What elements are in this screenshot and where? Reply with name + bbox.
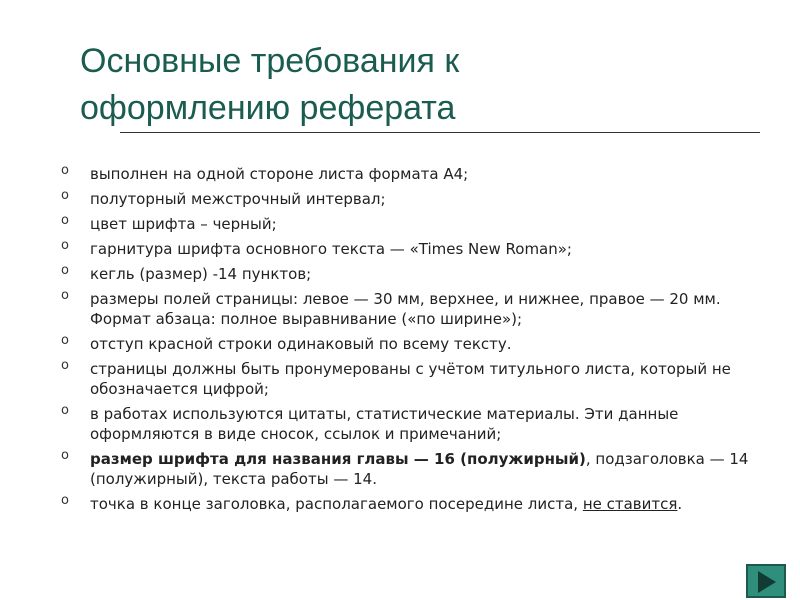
play-next-icon — [758, 571, 776, 593]
bullet-icon: o — [61, 448, 69, 463]
bullet-icon: o — [61, 493, 69, 508]
title-line-2: оформлению реферата — [80, 89, 456, 127]
bullet-icon: o — [61, 188, 69, 203]
bullet-icon: o — [61, 238, 69, 253]
bullet-icon: o — [61, 163, 69, 178]
slide-title — [80, 38, 640, 132]
list-item: o в работах используются цитаты, статистические материалы. Эти данные оформляются в виде сносок, ссылок и примечаний; — [61, 403, 679, 443]
next-slide-button[interactable] — [746, 564, 786, 598]
list-item: o кегль (размер) -14 пунктов; — [61, 263, 312, 283]
list-item: o страницы должны быть пронумерованы с учётом титульного листа, который не обозначается цифрой; — [61, 358, 731, 398]
list-item: o отступ красной строки одинаковый по всему тексту. — [61, 333, 512, 353]
bullet-icon: o — [61, 263, 69, 278]
bullet-icon: o — [61, 213, 69, 228]
bullet-icon: o — [61, 288, 69, 303]
list-item: o выполнен на одной стороне листа формата А4; — [61, 163, 469, 183]
list-item: o размеры полей страницы: левое — 30 мм, верхнее, и нижнее, правое — 20 мм. Формат абзаца: полное выравнивание («по ширине»); — [61, 288, 721, 328]
list-item: o цвет шрифта – черный; — [61, 213, 277, 233]
bullet-icon: o — [61, 403, 69, 418]
list-item-font-sizes: o размер шрифта для названия главы — 16 (полужирный), подзаголовка — 14 (полужирный), текста работы — 14. — [61, 448, 749, 488]
list-item: o полуторный межстрочный интервал; — [61, 188, 386, 208]
bullet-icon: o — [61, 333, 69, 348]
title-divider — [120, 132, 760, 133]
title-line-1: Основные требования к — [80, 42, 460, 80]
bullet-icon: o — [61, 358, 69, 373]
list-item-title-dot: o точка в конце заголовка, располагаемого посередине листа, не ставится. — [61, 493, 683, 513]
bold-text: размер шрифта для названия главы — 16 (полужирный) — [90, 450, 586, 468]
underlined-text: не ставится — [582, 495, 678, 513]
list-item: o гарнитура шрифта основного текста — «Times New Roman»; — [61, 238, 572, 258]
requirements-list — [60, 164, 760, 519]
